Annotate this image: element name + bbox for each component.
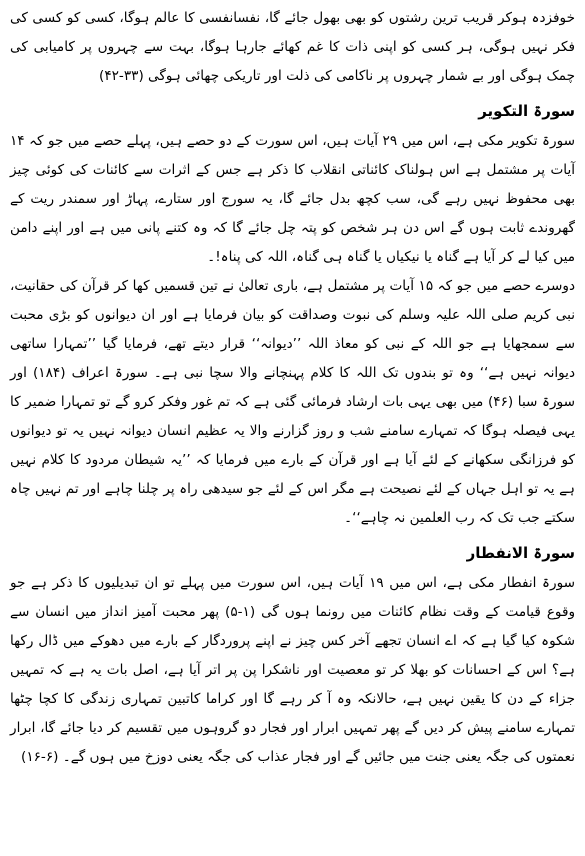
section-heading-infitar: سورۃ الانفطار (466, 544, 575, 562)
takweer-paragraph-1: سورۃ تکویر مکی ہے، اس میں ۲۹ آیات ہیں، اس سورت کے دو حصے ہیں، پہلے حصے میں جو کہ ۱۴ آیات پر مشتمل ہے اس ہولناک کائناتی انقلاب کا ذکر ہے جس کے اثرات سے کائنات کی کوئی چیز بھی محفوظ نہیں رہے گی، سب کچھ بدل جائے گا، یہ سورج اور ستارے، پہاڑ اور سمندر ریت کے گھروندے ثابت ہوں گے اس دن ہر شخص کو پتہ چل جائے گا کہ وہ کتنے پانی میں ہے اور اپنے دامن میں کیا لے کر آیا ہے گناہ یا نیکیاں یا گناہ ہی گناہ، اللہ کی پناہ!۔ (10, 133, 575, 265)
takweer-paragraph-2: دوسرے حصے میں جو کہ ۱۵ آیات پر مشتمل ہے، باری تعالیٰ نے تین قسمیں کھا کر قرآن کی حقانیت، نبی کریم صلی اللہ علیہ وسلم کی نبوت وصداقت کو بیان فرمایا ہے اور ان دیوانوں کو بڑی محبت سے سمجھایا ہے جو اللہ کے نبی کو معاذ اللہ ’’دیوانہ‘‘ قرار دیتے تھے، فرمایا گیا ’’تمہارا ساتھی دیوانہ نہیں ہے‘‘ وہ تو بندوں تک اللہ کا کلام پہنچانے والا سچا نبی ہے۔ سورۃ اعراف (۱۸۴) اور سورۃ سبا (۴۶) میں بھی یہی بات ارشاد فرمائی گئی ہے کہ تم غور وفکر کرو گے تو تمہارا ضمیر کا یہی فیصلہ ہوگا کہ تمہارے سامنے شب و روز گزارنے والا یہ عظیم انسان دیوانہ نہیں یہ تو دیوانوں کو فرزانگی سکھانے کے لئے آیا ہے اور قرآن کے بارے میں فرمایا کہ ’’یہ شیطان مردود کا کلام نہیں ہے یہ تو اہل جہاں کے لئے نصیحت ہے مگر اس کے لئے جو سیدھی راہ پر چلنا چاہے اور تم نہیں چاہ سکتے جب تک کہ رب العلمین نہ چاہے‘‘۔ (10, 278, 576, 526)
intro-paragraph: خوفزدہ ہوکر قریب ترین رشتوں کو بھی بھول جائے گا، نفسانفسی کا عالم ہوگا، کسی کو کسی کی فکر نہیں ہوگی، ہر کسی کو اپنی ذات کا غم کھائے جارہا ہوگا، بہت سے چہروں پر کامیابی کی چمک ہوگی اور بے شمار چہروں پر ناکامی کی ذلت اور تاریکی چھائی ہوگی (۳۳-۴۲) (10, 10, 575, 84)
infitar-paragraph-1: سورۃ انفطار مکی ہے، اس میں ۱۹ آیات ہیں، اس سورت میں پہلے تو ان تبدیلیوں کا ذکر ہے جو وقوع قیامت کے وقت نظام کائنات میں رونما ہوں گی (۱-۵) پھر محبت آمیز انداز میں انسان سے شکوہ کیا گیا ہے کہ اے انسان تجھے آخر کس چیز نے اپنے پروردگار کے بارے میں دھوکے میں ڈال رکھا ہے؟ اس کے احسانات کو بھلا کر تو معصیت اور ناشکرا پن پر اتر آیا ہے، اصل بات یہ ہے کہ تمہیں جزاء کے دن کا یقین نہیں ہے، حالانکہ وہ آ کر رہے گا اور کراما کاتبین تمہاری زندگی کا کچا چٹھا تمہارے سامنے پیش کر دیں گے پھر تمہیں ابرار اور فجار دو گروہوں میں تقسیم کر دیا جائے گا، ابرار نعمتوں کی جگہ یعنی جنت میں جائیں گے اور فجار عذاب کی جگہ یعنی دوزخ میں ہوں گے۔ (۶-۱۶) (10, 575, 576, 765)
section-heading-takweer: سورۃ التکویر (478, 102, 575, 120)
